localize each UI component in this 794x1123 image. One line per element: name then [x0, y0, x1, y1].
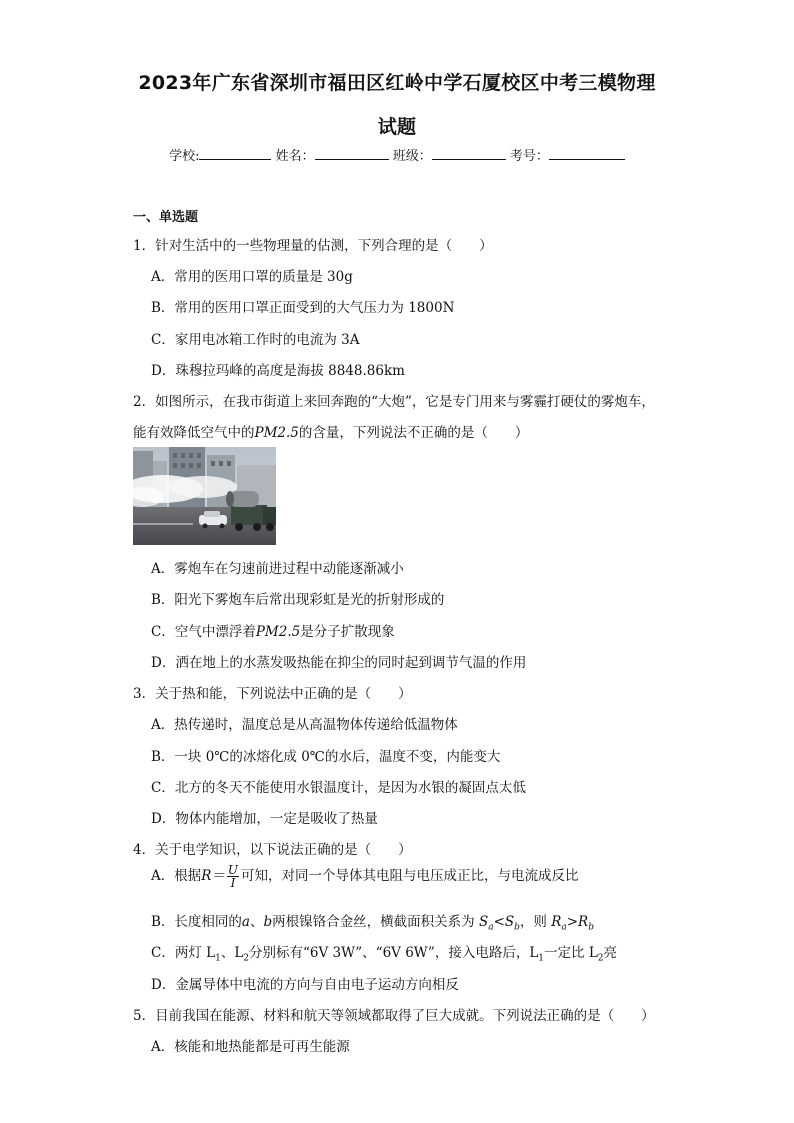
option-text: 、L	[220, 945, 244, 961]
subscript: 1	[215, 953, 221, 964]
formula-lhs: R＝	[201, 868, 225, 884]
subscript: b	[588, 922, 594, 933]
pm25-term: PM2.5	[254, 425, 299, 441]
option-text: 一定比 L	[544, 945, 598, 961]
class-label: 班级：	[392, 149, 432, 164]
subscript: 2	[597, 953, 604, 964]
question-3-option-a: A．热传递时，温度总是从高温物体传递给低温物体	[151, 717, 458, 733]
school-label: 学校:	[169, 149, 200, 164]
question-2-option-d: D．洒在地上的水蒸发吸热能在抑尘的同时起到调节气温的作用	[151, 655, 527, 671]
var-s: S	[478, 914, 489, 930]
question-2-stem-line2	[133, 421, 528, 441]
name-label: 姓名：	[275, 149, 315, 164]
subscript: a	[561, 922, 567, 933]
question-4-option-c	[151, 941, 617, 964]
option-text: 两根镍铬合金丝，横截面积关系为	[272, 914, 475, 930]
stem-text: 能有效降低空气中的	[133, 425, 255, 441]
question-3-option-b: B．一块 0℃的冰熔化成 0℃的水后，温度不变，内能变大	[151, 749, 501, 765]
exam-no-blank	[549, 145, 625, 160]
option-text: C．两灯 L	[151, 945, 216, 961]
option-text: B．长度相同的	[151, 914, 242, 930]
less-than: <	[493, 914, 505, 930]
option-text: A．根据	[151, 868, 202, 884]
subscript: 2	[243, 953, 250, 964]
option-text: C．空气中漂浮着	[151, 624, 256, 640]
class-blank	[432, 145, 506, 160]
question-1-option-c: C．家用电冰箱工作时的电流为 3A	[151, 332, 360, 348]
question-1-stem: 1．针对生活中的一些物理量的估测，下列合理的是（ ）	[133, 238, 493, 254]
subscript: a	[488, 922, 494, 933]
separator: 、	[249, 914, 264, 930]
question-4-option-b	[151, 910, 594, 933]
page-title-line2: 试题	[377, 116, 417, 138]
stem-text: 的含量，下列说法不正确的是（ ）	[298, 425, 529, 441]
question-1-option-a: A．常用的医用口罩的质量是 30g	[151, 269, 353, 285]
question-2-option-a: A．雾炮车在匀速前进过程中动能逐渐减小	[151, 561, 404, 577]
fraction-denominator: I	[230, 876, 236, 890]
fog-cannon-truck-photo	[133, 447, 276, 545]
option-text: 亮	[603, 945, 618, 961]
pm25-term: PM2.5	[255, 624, 301, 640]
var-a: a	[241, 914, 250, 930]
var-r: R	[578, 914, 589, 930]
var-b: b	[263, 914, 273, 930]
fraction-u-over-i	[227, 864, 239, 889]
name-blank	[315, 145, 389, 160]
section-heading: 一、单选题	[133, 210, 199, 225]
question-4-option-a	[151, 864, 579, 889]
question-2-option-b: B．阳光下雾炮车后常出现彩虹是光的折射形成的	[151, 592, 445, 608]
var-r: R	[551, 914, 562, 930]
school-blank	[199, 145, 271, 160]
question-1-option-b: B．常用的医用口罩正面受到的大气压力为 1800N	[151, 300, 455, 316]
question-3-stem: 3．关于热和能，下列说法中正确的是（ ）	[133, 686, 412, 702]
question-3-option-d: D．物体内能增加，一定是吸收了热量	[151, 811, 378, 827]
option-text: 是分子扩散现象	[300, 624, 395, 640]
question-3-option-c: C．北方的冬天不能使用水银温度计，是因为水银的凝固点太低	[151, 780, 526, 796]
question-5-stem: 5．目前我国在能源、材料和航天等领域都取得了巨大成就。下列说法正确的是（ ）	[133, 1008, 655, 1024]
question-4-option-d: D．金属导体中电流的方向与自由电子运动方向相反	[151, 977, 459, 993]
option-text: ，则	[519, 914, 547, 930]
option-text: 可知，对同一个导体其电阻与电压成正比，与电流成反比	[241, 868, 579, 884]
question-5-option-a: A．核能和地热能都是可再生能源	[151, 1039, 350, 1055]
student-info-row	[0, 145, 794, 164]
var-s: S	[504, 914, 515, 930]
question-2-stem-line1: 2．如图所示，在我市街道上来回奔跑的“大炮”，它是专门用来与雾霾打硬仗的雾炮车，	[133, 394, 655, 410]
option-text: 分别标有“6V 3W”、“6V 6W”，接入电路后，L	[249, 945, 539, 961]
greater-than: >	[566, 914, 579, 930]
fraction-numerator: U	[227, 863, 239, 877]
exam-no-label: 考号：	[509, 149, 549, 164]
question-4-stem: 4．关于电学知识，以下说法正确的是（ ）	[133, 842, 412, 858]
page-title-line1: 2023年广东省深圳市福田区红岭中学石厦校区中考三模物理	[138, 72, 656, 94]
subscript: 1	[538, 953, 545, 964]
question-2-option-c	[151, 620, 395, 640]
subscript: b	[514, 922, 520, 933]
question-1-option-d: D．珠穆拉玛峰的高度是海拔 8848.86km	[151, 363, 405, 379]
